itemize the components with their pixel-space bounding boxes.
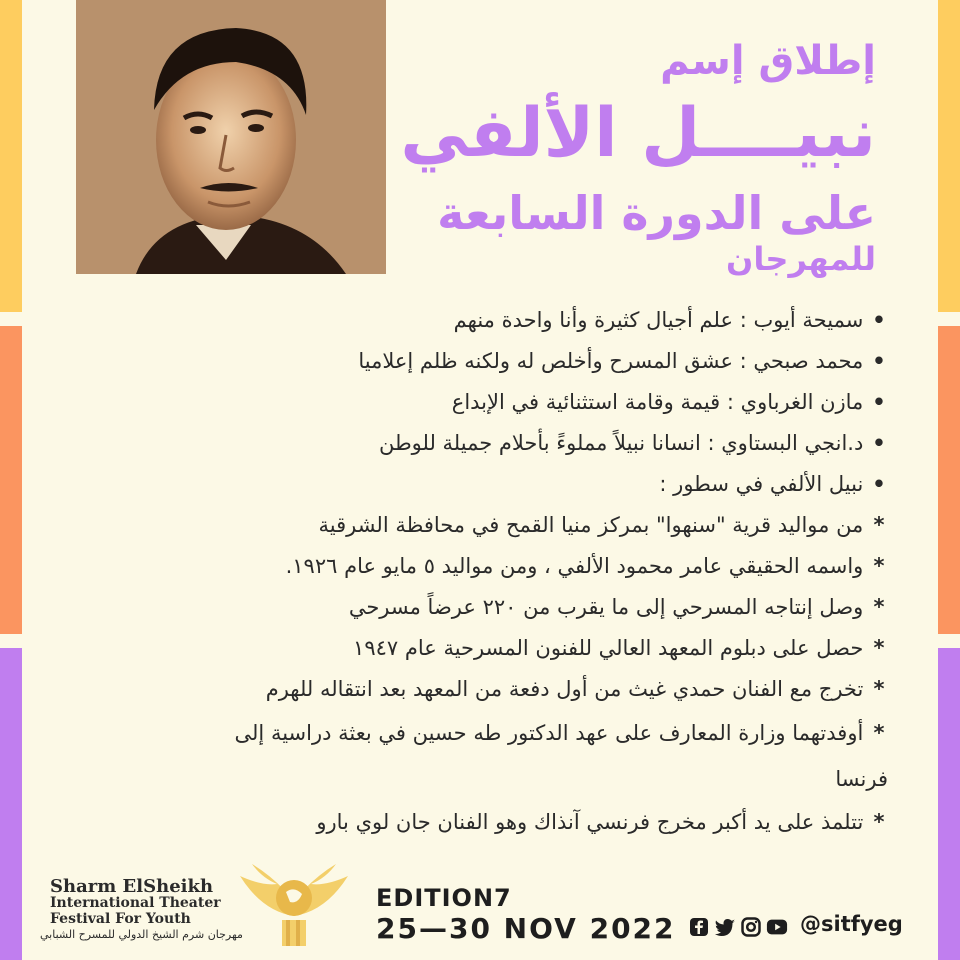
instagram-icon[interactable] bbox=[740, 916, 762, 938]
portrait-illustration bbox=[76, 0, 386, 274]
edition-label: EDITION7 bbox=[376, 884, 512, 912]
bullet-mark: * bbox=[873, 513, 885, 537]
facts-list bbox=[188, 300, 888, 843]
left-band-yellow bbox=[0, 0, 22, 312]
winged-emblem-icon bbox=[232, 856, 356, 952]
title-line-1: إطلاق إسم bbox=[660, 38, 876, 84]
bullet-mark: * bbox=[873, 554, 885, 578]
bullet-mark: * bbox=[873, 810, 885, 834]
left-band-purple bbox=[0, 648, 22, 960]
logo-line-3: Festival For Youth bbox=[50, 911, 191, 927]
fact-text: حصل على دبلوم المعهد العالي للفنون المسرحية عام ١٩٤٧ bbox=[353, 636, 864, 660]
right-band-yellow bbox=[938, 0, 960, 312]
bullet-mark: • bbox=[872, 308, 886, 332]
right-band-purple bbox=[938, 648, 960, 960]
title-line-3: على الدورة السابعة bbox=[437, 186, 876, 240]
social-handle[interactable]: @sitfyeg bbox=[800, 912, 903, 936]
portrait-photo bbox=[76, 0, 386, 274]
list-item bbox=[188, 464, 888, 505]
bullet-mark: • bbox=[872, 390, 886, 414]
list-item bbox=[188, 382, 888, 423]
twitter-icon[interactable] bbox=[714, 916, 736, 938]
list-item bbox=[188, 300, 888, 341]
fact-text: د.انجي البستاوي : انسانا نبيلاً مملوءً بأحلام جميلة للوطن bbox=[378, 431, 864, 455]
fact-text: واسمه الحقيقي عامر محمود الألفي ، ومن مواليد ٥ مايو عام ١٩٢٦. bbox=[285, 554, 864, 578]
bullet-mark: * bbox=[873, 677, 885, 701]
list-item bbox=[188, 423, 888, 464]
logo-arabic: مهرجان شرم الشيخ الدولي للمسرح الشبابي bbox=[40, 928, 243, 941]
bullet-mark: * bbox=[873, 595, 885, 619]
list-item bbox=[188, 505, 888, 546]
fact-text: من مواليد قرية "سنهوا" بمركز منيا القمح في محافظة الشرقية bbox=[318, 513, 864, 537]
title-name: نبيــــل الألفي bbox=[400, 94, 876, 173]
fact-text: أوفدتهما وزارة المعارف على عهد الدكتور طه حسين في بعثة دراسية إلى فرنسا bbox=[234, 721, 888, 791]
bullet-mark: * bbox=[873, 721, 885, 745]
list-item bbox=[188, 802, 888, 843]
logo-line-2: International Theater bbox=[50, 895, 221, 911]
bullet-mark: • bbox=[872, 431, 886, 455]
list-item bbox=[188, 628, 888, 669]
bullet-mark: • bbox=[872, 472, 886, 496]
list-item bbox=[188, 710, 888, 802]
fact-text: محمد صبحي : عشق المسرح وأخلص له ولكنه ظلم إعلاميا bbox=[358, 349, 864, 373]
bullet-mark: * bbox=[873, 636, 885, 660]
right-band-orange bbox=[938, 326, 960, 634]
social-icons bbox=[688, 914, 788, 940]
fact-text: تخرج مع الفنان حمدي غيث من أول دفعة من المعهد بعد انتقاله للهرم bbox=[265, 677, 864, 701]
list-item bbox=[188, 587, 888, 628]
fact-text: تتلمذ على يد أكبر مخرج فرنسي آنذاك وهو الفنان جان لوي بارو bbox=[316, 810, 864, 834]
fact-text: وصل إنتاجه المسرحي إلى ما يقرب من ٢٢٠ عرضاً مسرحي bbox=[348, 595, 864, 619]
list-item bbox=[188, 341, 888, 382]
youtube-icon[interactable] bbox=[766, 916, 788, 938]
fact-text: مازن الغرباوي : قيمة وقامة استثنائية في الإبداع bbox=[451, 390, 864, 414]
facebook-icon[interactable] bbox=[688, 916, 710, 938]
left-band-orange bbox=[0, 326, 22, 634]
list-item bbox=[188, 669, 888, 710]
bullet-mark: • bbox=[872, 349, 886, 373]
fact-text: نبيل الألفي في سطور : bbox=[659, 472, 864, 496]
title-line-4: للمهرجان bbox=[726, 240, 876, 278]
festival-dates: 25—30 NOV 2022 bbox=[376, 912, 676, 945]
fact-text: سميحة أيوب : علم أجيال كثيرة وأنا واحدة منهم bbox=[453, 308, 864, 332]
list-item bbox=[188, 546, 888, 587]
logo-line-1: Sharm ElSheikh bbox=[50, 876, 214, 897]
